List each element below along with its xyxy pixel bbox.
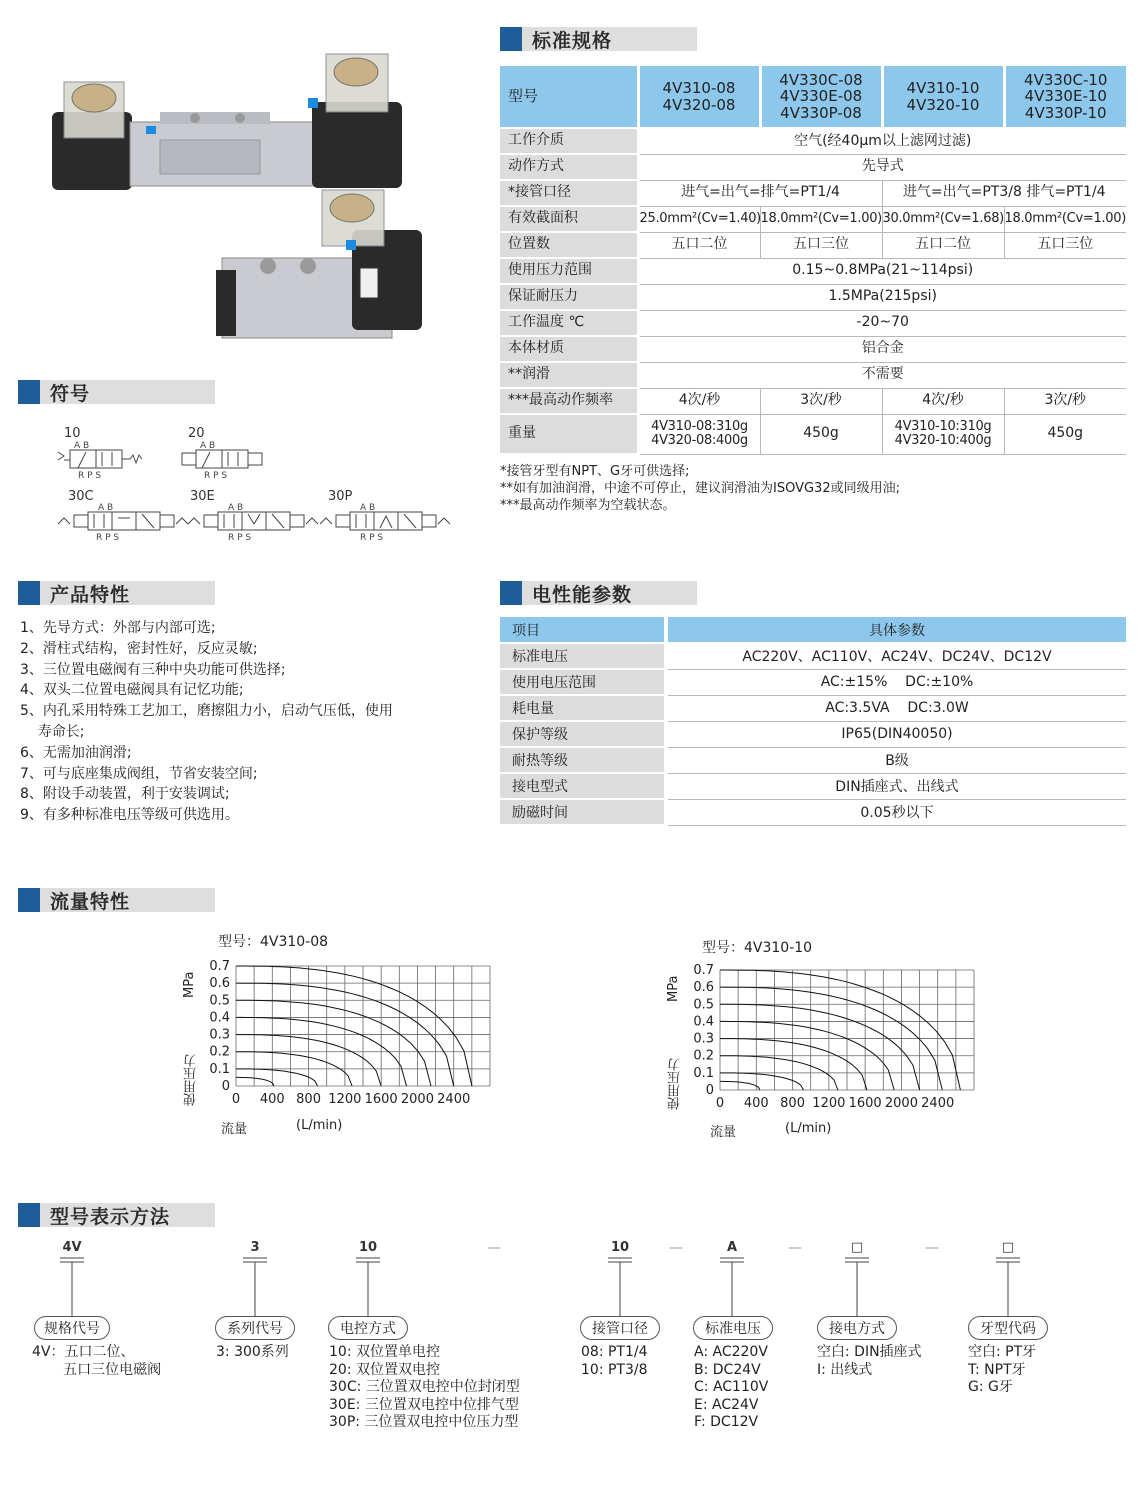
spec-row-action — [500, 154, 1126, 180]
svg-text:A B: A B — [74, 441, 90, 451]
spec-header-label: 型号 — [500, 66, 638, 128]
x-tick-label: 800 — [296, 1092, 321, 1107]
product-photo — [30, 40, 450, 360]
electrical-row — [500, 747, 1126, 773]
model-name: 4V310-08 — [662, 79, 736, 97]
model-name: 4V320-10 — [906, 95, 980, 114]
x-tick-label: 2400 — [437, 1092, 471, 1107]
svg-text:A B: A B — [200, 441, 216, 451]
row-label: 使用压力范围 — [500, 258, 638, 284]
x-tick-label: 800 — [780, 1096, 805, 1111]
row-label: 工作温度 ℃ — [500, 310, 638, 336]
row-value: 18.0mm²(Cv=1.00) — [1004, 206, 1126, 232]
y-unit: MPa — [666, 975, 681, 1002]
model-name: 4V310-10 — [906, 79, 980, 97]
y-axis-label: 使用压力 — [184, 1054, 199, 1106]
x-tick-label: 2000 — [884, 1096, 918, 1111]
flow-curve — [720, 1081, 760, 1090]
row-value: AC:±15% DC:±10% — [666, 669, 1126, 695]
section-electrical — [500, 581, 697, 605]
weight-line: 4V310-10:310g — [894, 418, 992, 434]
section-model — [18, 1203, 215, 1227]
y-tick-label: 0.1 — [693, 1065, 714, 1081]
x-tick-label: 0 — [715, 1096, 725, 1111]
spec-row-area — [500, 206, 1126, 232]
symbol-label: 30P — [328, 489, 353, 504]
row-value: 18.0mm²(Cv=1.00) — [760, 206, 882, 232]
box-connection-type: 接电方式 — [817, 1316, 897, 1340]
flow-curve — [236, 1077, 274, 1086]
row-value: 进气=出气=PT3/8 排气=PT1/4 — [882, 180, 1126, 206]
row-label: 接电型式 — [500, 773, 666, 799]
code-dash: — — [788, 1240, 802, 1256]
row-value: 1.5MPa(215psi) — [638, 284, 1126, 310]
spec-row-medium — [500, 128, 1126, 154]
row-value: DIN插座式、出线式 — [666, 773, 1126, 799]
electrical-header-value: 具体参数 — [666, 617, 1126, 643]
model-col-2 — [760, 66, 882, 128]
svg-text:R P S: R P S — [228, 533, 252, 543]
weight-line: 4V320-08:400g — [651, 433, 748, 448]
note-line: **如有加油润滑，中途不可停止，建议润滑油为ISOVG32或同级用油; — [500, 481, 900, 496]
spec-row-weight — [500, 414, 1126, 454]
model-name: 4V330C-10 — [1024, 70, 1108, 89]
model-col-4 — [1004, 66, 1126, 128]
model-name: 4V320-08 — [662, 95, 736, 114]
symbol-label: 30C — [68, 489, 94, 504]
desc-series-code: 3: 300系列 — [216, 1344, 289, 1360]
row-label: 标准电压 — [500, 643, 666, 669]
electrical-table — [500, 617, 1126, 826]
model-name: 4V330E-08 — [779, 87, 863, 106]
section-features — [18, 581, 215, 605]
spec-notes — [500, 463, 1120, 514]
desc-thread-code: 空白: PT牙 T: NPT牙 G: G牙 — [968, 1344, 1037, 1395]
x-tick-label: 0 — [231, 1092, 241, 1107]
svg-text:A B: A B — [228, 503, 244, 513]
y-tick-label: 0.5 — [209, 993, 230, 1009]
row-value: 五口三位 — [760, 232, 882, 258]
row-label: ***最高动作频率 — [500, 388, 638, 414]
y-tick-label: 0.3 — [209, 1027, 230, 1043]
svg-text:R P S: R P S — [360, 533, 384, 543]
box-port-size: 接管口径 — [580, 1316, 660, 1340]
chart-title: 型号：4V310-10 — [702, 940, 813, 956]
y-axis-label: 使用压力 — [668, 1058, 683, 1110]
spec-row-pressure — [500, 258, 1126, 284]
section-symbol — [18, 380, 215, 404]
svg-text:R P S: R P S — [96, 533, 120, 543]
y-tick-label: 0.6 — [693, 980, 714, 996]
model-code-connectors — [0, 1240, 1140, 1320]
model-name: 4V330C-08 — [779, 70, 863, 89]
section-marker — [18, 380, 40, 404]
y-tick-label: 0 — [221, 1079, 230, 1094]
feature-item: 1、先导方式：外部与内部可选; — [20, 620, 216, 636]
code-port: 10 — [610, 1240, 630, 1255]
x-axis-label: 流量 — [221, 1122, 248, 1137]
spec-row-freq — [500, 388, 1126, 414]
y-tick-label: 0.2 — [693, 1048, 714, 1064]
model-col-1 — [638, 66, 760, 128]
row-value: 30.0mm²(Cv=1.68) — [882, 206, 1004, 232]
row-label: 使用电压范围 — [500, 669, 666, 695]
row-label: 本体材质 — [500, 336, 638, 362]
spec-row-proof — [500, 284, 1126, 310]
model-col-3 — [882, 66, 1004, 128]
row-label: 保护等级 — [500, 721, 666, 747]
code-dash: — — [669, 1240, 683, 1256]
row-value: 五口三位 — [1004, 232, 1126, 258]
y-tick-label: 0.7 — [209, 959, 230, 974]
row-label: 有效截面积 — [500, 206, 638, 232]
row-label: 位置数 — [500, 232, 638, 258]
x-tick-label: 1600 — [848, 1096, 882, 1111]
y-unit: MPa — [182, 971, 197, 998]
flow-chart-4v310-08 — [200, 958, 500, 1108]
x-axis-unit: (L/min) — [785, 1121, 832, 1136]
spec-table — [500, 66, 1126, 455]
row-value: 3次/秒 — [760, 388, 882, 414]
x-tick-label: 400 — [259, 1092, 285, 1107]
svg-text:R P S: R P S — [204, 471, 228, 481]
electrical-row — [500, 721, 1126, 747]
desc-connection-type: 空白: DIN插座式 I: 出线式 — [817, 1344, 922, 1378]
row-value: 铝合金 — [638, 336, 1126, 362]
box-thread-code: 牙型代码 — [968, 1316, 1048, 1340]
row-value: 空气(经40μm以上滤网过滤) — [638, 128, 1126, 154]
feature-item: 7、可与底座集成阀组，节省安装空间; — [20, 765, 258, 782]
model-name: 4V330P-08 — [780, 103, 862, 122]
note-line: ***最高动作频率为空载状态。 — [500, 498, 676, 513]
x-tick-label: 2400 — [921, 1096, 955, 1111]
row-label: 耗电量 — [500, 695, 666, 721]
y-tick-label: 0.1 — [209, 1061, 230, 1077]
section-marker — [18, 888, 40, 912]
code-control: 10 — [358, 1240, 378, 1255]
electrical-row — [500, 643, 1126, 669]
svg-text:A B: A B — [360, 503, 376, 513]
feature-list — [20, 618, 480, 826]
section-title: 流量特性 — [40, 888, 215, 912]
code-dash: — — [925, 1240, 939, 1256]
row-value: 4次/秒 — [638, 388, 760, 414]
code-connection: □ — [850, 1240, 864, 1255]
row-value — [882, 414, 1004, 454]
section-title: 型号表示方法 — [40, 1203, 215, 1227]
row-value: 3次/秒 — [1004, 388, 1126, 414]
section-title: 符号 — [40, 380, 215, 404]
section-spec — [500, 27, 697, 51]
model-name: 4V330P-10 — [1024, 103, 1107, 122]
x-axis-unit: (L/min) — [296, 1118, 343, 1133]
spec-row-port — [500, 180, 1126, 206]
flow-chart-4v310-10 — [684, 962, 984, 1112]
y-tick-label: 0.3 — [693, 1031, 714, 1047]
row-label: 励磁时间 — [500, 799, 666, 825]
electrical-row — [500, 773, 1126, 799]
section-flow — [18, 888, 215, 912]
feature-item: 9、有多种标准电压等级可供选用。 — [20, 807, 239, 824]
desc-port-size: 08: PT1/4 10: PT3/8 — [581, 1344, 648, 1378]
desc-control-mode: 10: 双位置单电控 20: 双位置双电控 30C: 三位置双电控中位封闭型 30E: 三位置双电控中位排气型 30P: 三位置双电控中位压力型 — [329, 1344, 520, 1430]
row-value: AC:3.5VA DC:3.0W — [666, 695, 1126, 721]
x-tick-label: 2000 — [400, 1092, 434, 1107]
row-value: 五口二位 — [638, 232, 760, 258]
row-label: *接管口径 — [500, 180, 638, 206]
code-series: 3 — [250, 1240, 260, 1255]
desc-spec-code: 4V：五口二位、 五口三位电磁阀 — [32, 1344, 162, 1378]
row-label: 工作介质 — [500, 128, 638, 154]
row-value: 4次/秒 — [882, 388, 1004, 414]
y-tick-label: 0 — [705, 1083, 714, 1098]
spec-row-temp — [500, 310, 1126, 336]
row-label: 动作方式 — [500, 154, 638, 180]
code-voltage: A — [726, 1240, 738, 1255]
row-value: 进气=出气=排气=PT1/4 — [638, 180, 882, 206]
box-spec-code: 规格代号 — [34, 1316, 110, 1340]
row-value: 不需要 — [638, 362, 1126, 388]
feature-item: 6、无需加油润滑; — [20, 744, 132, 761]
feature-item: 5、内孔采用特殊工艺加工，磨擦阻力小，启动气压低，使用 — [20, 703, 393, 720]
row-value — [638, 414, 760, 454]
spec-row-lube — [500, 362, 1126, 388]
electrical-row — [500, 669, 1126, 695]
model-name: 4V330E-10 — [1024, 87, 1107, 106]
y-tick-label: 0.6 — [209, 976, 230, 992]
weight-line: 4V320-10:400g — [894, 433, 992, 448]
y-tick-label: 0.4 — [693, 1014, 714, 1030]
row-value: B级 — [666, 747, 1126, 773]
electrical-header-row — [500, 617, 1126, 643]
x-tick-label: 1200 — [328, 1092, 362, 1107]
section-marker — [500, 27, 522, 51]
svg-text:R P S: R P S — [78, 471, 102, 481]
valve-symbols-diagram — [50, 440, 450, 544]
y-tick-label: 0.5 — [693, 997, 714, 1013]
electrical-row — [500, 799, 1126, 825]
row-label: **润滑 — [500, 362, 638, 388]
valve-photo-image — [30, 40, 450, 360]
row-value: 450g — [760, 414, 882, 454]
feature-item: 4、双头二位置电磁阀具有记忆功能; — [20, 682, 244, 699]
row-value: 0.05秒以下 — [666, 799, 1126, 825]
spec-header-row — [500, 66, 1126, 128]
row-value: 0.15~0.8MPa(21~114psi) — [638, 258, 1126, 284]
x-tick-label: 1200 — [812, 1096, 846, 1111]
symbol-label: 20 — [188, 426, 205, 441]
electrical-header-label: 项目 — [500, 617, 666, 643]
svg-text:A B: A B — [98, 503, 114, 513]
note-line: *接管牙型有NPT、G牙可供选择; — [500, 464, 690, 479]
row-value: 450g — [1004, 414, 1126, 454]
feature-item: 2、滑柱式结构，密封性好，反应灵敏; — [20, 640, 258, 657]
spec-row-positions — [500, 232, 1126, 258]
section-marker — [18, 581, 40, 605]
chart-title: 型号：4V310-08 — [218, 934, 329, 950]
section-title: 产品特性 — [40, 581, 215, 605]
row-value: 五口二位 — [882, 232, 1004, 258]
code-dash: — — [487, 1240, 501, 1256]
box-control-mode: 电控方式 — [328, 1316, 408, 1340]
row-label: 重量 — [500, 414, 638, 454]
electrical-row — [500, 695, 1126, 721]
box-series-code: 系列代号 — [215, 1316, 295, 1340]
feature-item: 3、三位置电磁阀有三种中央功能可供选择; — [20, 661, 286, 678]
x-tick-label: 1600 — [364, 1092, 398, 1107]
row-label: 保证耐压力 — [500, 284, 638, 310]
row-value: IP65(DIN40050) — [666, 721, 1126, 747]
section-marker — [500, 581, 522, 605]
code-spec: 4V — [62, 1240, 82, 1255]
feature-item: 寿命长; — [20, 723, 85, 740]
feature-item: 8、附设手动装置，利于安装调试; — [20, 786, 230, 803]
row-value: AC220V、AC110V、AC24V、DC24V、DC12V — [666, 643, 1126, 669]
desc-standard-voltage: A: AC220V B: DC24V C: AC110V E: AC24V F: DC12V — [694, 1344, 769, 1430]
y-tick-label: 0.7 — [693, 963, 714, 978]
symbol-label: 10 — [64, 426, 81, 441]
row-label: 耐热等级 — [500, 747, 666, 773]
y-tick-label: 0.2 — [209, 1044, 230, 1060]
code-thread: □ — [1001, 1240, 1015, 1255]
x-axis-label: 流量 — [710, 1125, 737, 1140]
section-title: 电性能参数 — [522, 581, 697, 605]
section-title: 标准规格 — [522, 27, 697, 51]
weight-line: 4V310-08:310g — [651, 418, 748, 434]
y-tick-label: 0.4 — [209, 1010, 230, 1026]
box-standard-voltage: 标准电压 — [693, 1316, 773, 1340]
row-value: 25.0mm²(Cv=1.40) — [638, 206, 760, 232]
symbol-label: 30E — [190, 489, 215, 504]
row-value: -20~70 — [638, 310, 1126, 336]
x-tick-label: 400 — [743, 1096, 769, 1111]
row-value: 先导式 — [638, 154, 1126, 180]
section-marker — [18, 1203, 40, 1227]
spec-row-material — [500, 336, 1126, 362]
